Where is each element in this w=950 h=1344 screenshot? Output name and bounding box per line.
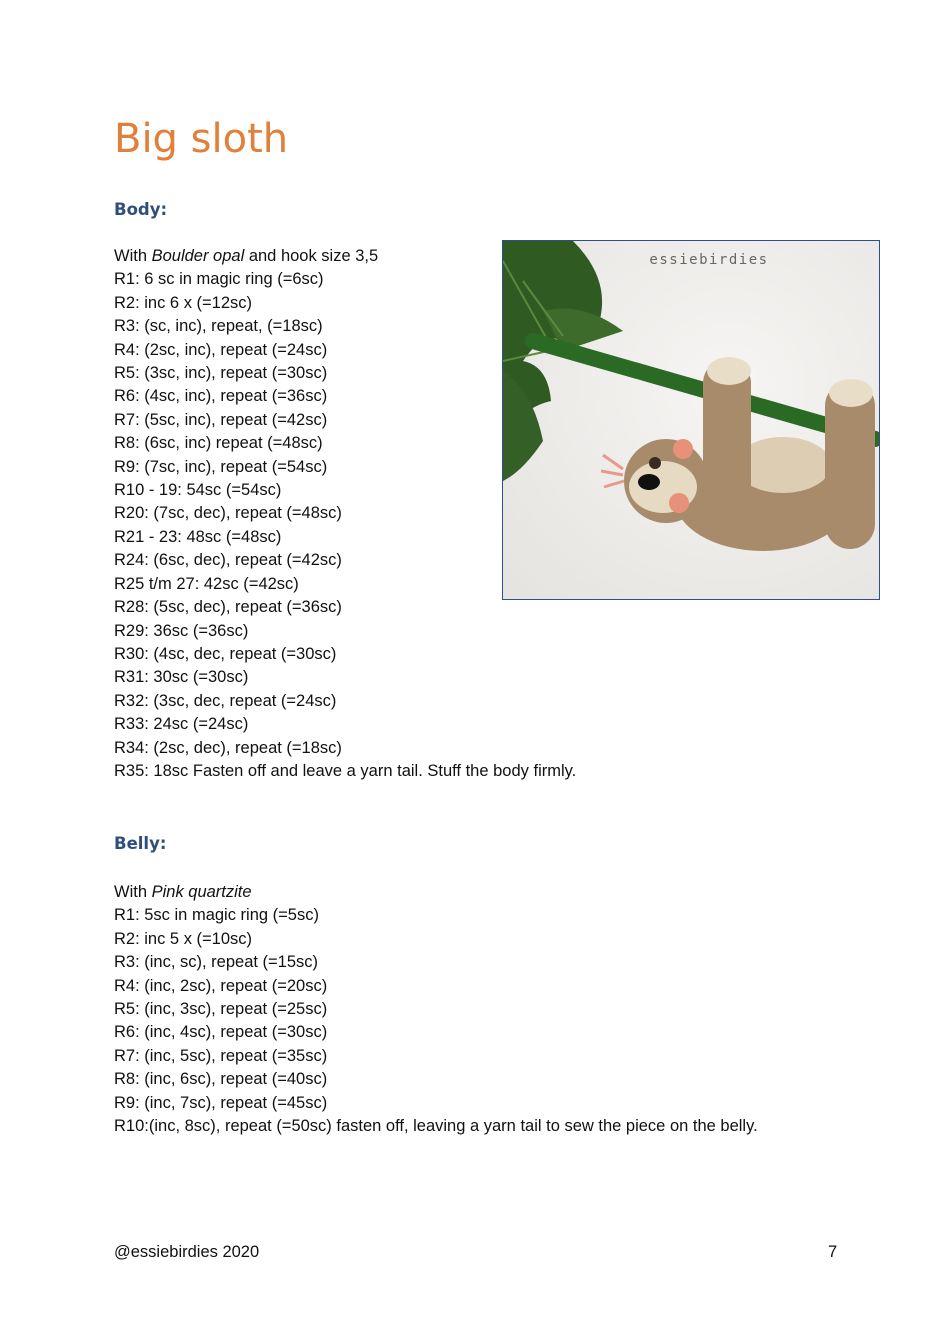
pattern-row: R2: inc 5 x (=10sc) xyxy=(114,929,253,948)
intro-prefix: With xyxy=(114,247,152,265)
pattern-row: R31: 30sc (=30sc) xyxy=(114,668,249,687)
sloth-ear xyxy=(673,439,693,459)
sloth-illustration xyxy=(503,241,879,599)
sloth-eye xyxy=(638,474,660,490)
claw xyxy=(829,379,873,407)
pattern-row: R25 t/m 27: 42sc (=42sc) xyxy=(114,574,299,593)
sloth-cheek xyxy=(669,493,689,513)
page-title: Big sloth xyxy=(114,116,289,162)
intro-suffix: and hook size 3,5 xyxy=(244,247,379,265)
pattern-row: R28: (5sc, dec), repeat (=36sc) xyxy=(114,598,342,617)
pattern-row: R33: 24sc (=24sc) xyxy=(114,715,249,734)
pattern-row: R10:(inc, 8sc), repeat (=50sc) fasten off, leaving a yarn tail to sew the piece on the belly. xyxy=(114,1117,758,1136)
yarn-name: Pink quartzite xyxy=(151,883,252,901)
belly-intro-line xyxy=(114,881,758,904)
pattern-row: R10 - 19: 54sc (=54sc) xyxy=(114,481,282,500)
pattern-row: R30: (4sc, dec, repeat (=30sc) xyxy=(114,644,337,663)
pattern-row: R7: (inc, 5sc), repeat (=35sc) xyxy=(114,1046,328,1065)
pattern-row: R24: (6sc, dec), repeat (=42sc) xyxy=(114,551,342,570)
pattern-row: R6: (4sc, inc), repeat (=36sc) xyxy=(114,387,328,406)
pattern-row: R4: (inc, 2sc), repeat (=20sc) xyxy=(114,976,328,995)
watermark: essiebirdies xyxy=(649,252,769,268)
pattern-row: R1: 6 sc in magic ring (=6sc) xyxy=(114,270,324,289)
pattern-row: R32: (3sc, dec, repeat (=24sc) xyxy=(114,691,337,710)
section-heading-belly: Belly: xyxy=(114,834,167,853)
section-heading-body: Body: xyxy=(114,200,168,219)
pattern-row: R8: (6sc, inc) repeat (=48sc) xyxy=(114,434,323,453)
pattern-row: R34: (2sc, dec), repeat (=18sc) xyxy=(114,738,342,757)
sloth-nose xyxy=(649,457,661,469)
pattern-row: R20: (7sc, dec), repeat (=48sc) xyxy=(114,504,342,523)
pattern-row: R35: 18sc Fasten off and leave a yarn tail. Stuff the body firmly. xyxy=(114,761,577,780)
pattern-row: R3: (inc, sc), repeat (=15sc) xyxy=(114,953,319,972)
yarn-name: Boulder opal xyxy=(151,247,245,265)
pattern-row: R9: (7sc, inc), repeat (=54sc) xyxy=(114,457,328,476)
pattern-row: R6: (inc, 4sc), repeat (=30sc) xyxy=(114,1023,328,1042)
pattern-row: R21 - 23: 48sc (=48sc) xyxy=(114,527,282,546)
belly-instructions xyxy=(114,881,758,1138)
pattern-row: R2: inc 6 x (=12sc) xyxy=(114,293,253,312)
pattern-row: R8: (inc, 6sc), repeat (=40sc) xyxy=(114,1070,328,1089)
pattern-row: R3: (sc, inc), repeat, (=18sc) xyxy=(114,317,323,336)
pattern-row: R7: (5sc, inc), repeat (=42sc) xyxy=(114,410,328,429)
pattern-row: R5: (inc, 3sc), repeat (=25sc) xyxy=(114,1000,328,1019)
pattern-row: R29: 36sc (=36sc) xyxy=(114,621,249,640)
pattern-row: R9: (inc, 7sc), repeat (=45sc) xyxy=(114,1093,328,1112)
sloth-photo xyxy=(502,240,880,600)
pattern-row: R5: (3sc, inc), repeat (=30sc) xyxy=(114,364,328,383)
page-number: 7 xyxy=(828,1243,838,1261)
pattern-row: R1: 5sc in magic ring (=5sc) xyxy=(114,906,319,925)
claw xyxy=(707,357,751,385)
intro-prefix: With xyxy=(114,883,152,901)
footer-copyright: @essiebirdies 2020 xyxy=(114,1243,260,1261)
pattern-row: R4: (2sc, inc), repeat (=24sc) xyxy=(114,340,328,359)
